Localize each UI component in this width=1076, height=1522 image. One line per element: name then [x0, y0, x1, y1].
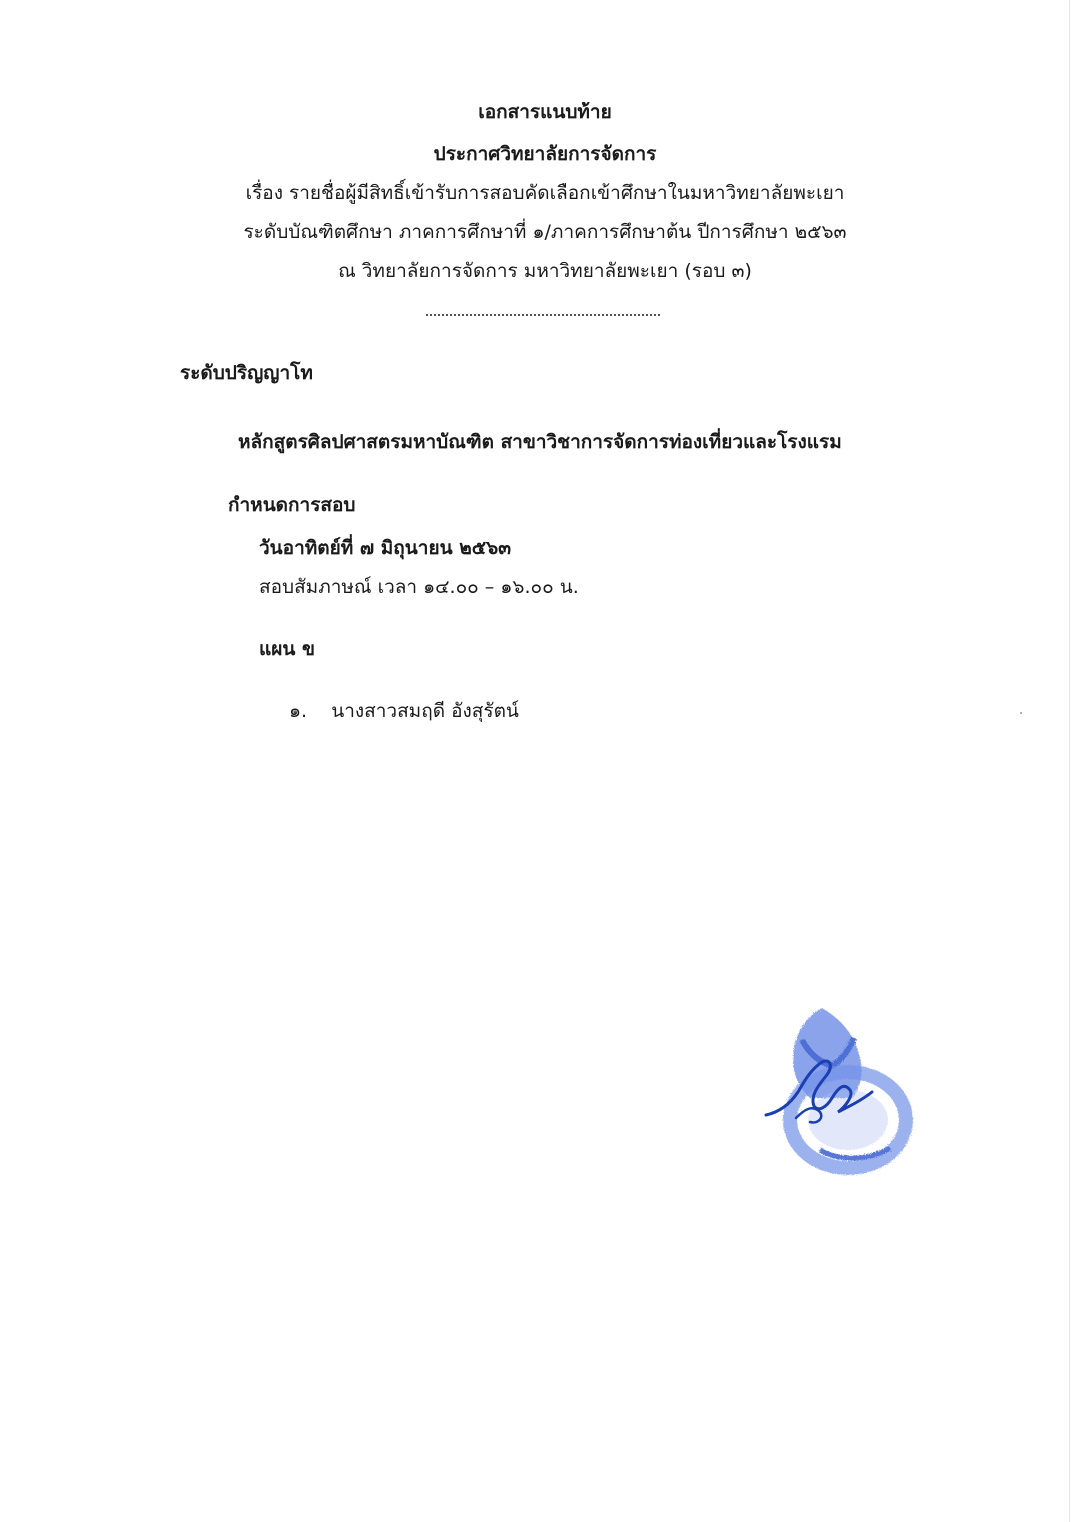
dotted-separator	[426, 312, 660, 316]
list-item	[289, 698, 519, 724]
degree-level-heading: ระดับปริญญาโท	[180, 362, 313, 384]
program-heading: หลักสูตรศิลปศาสตรมหาบัณฑิต สาขาวิชาการจัดการท่องเที่ยวและโรงแรม	[238, 431, 842, 453]
place-line: ณ วิทยาลัยการจัดการ มหาวิทยาลัยพะเยา (รอบ ๓)	[338, 260, 752, 282]
exam-date: วันอาทิตย์ที่ ๗ มิถุนายน ๒๕๖๓	[259, 537, 512, 559]
candidate-number: ๑.	[289, 700, 308, 722]
level-line: ระดับบัณฑิตศึกษา ภาคการศึกษาที่ ๑/ภาคการศึกษาต้น ปีการศึกษา ๒๕๖๓	[243, 221, 847, 243]
schedule-heading: กำหนดการสอบ	[228, 494, 356, 516]
official-seal-icon	[760, 1000, 920, 1180]
scan-speck	[1020, 712, 1022, 714]
candidate-name: นางสาวสมฤดี อังสุรัตน์	[331, 700, 519, 722]
document-title: เอกสารแนบท้าย	[478, 101, 612, 123]
subject-line: เรื่อง รายชื่อผู้มีสิทธิ์เข้ารับการสอบคัดเลือกเข้าศึกษาในมหาวิทยาลัยพะเยา	[245, 182, 845, 204]
plan-label: แผน ข	[259, 638, 315, 660]
interview-time: สอบสัมภาษณ์ เวลา ๑๔.๐๐ – ๑๖.๐๐ น.	[259, 576, 579, 598]
announcement-title: ประกาศวิทยาลัยการจัดการ	[433, 143, 657, 165]
